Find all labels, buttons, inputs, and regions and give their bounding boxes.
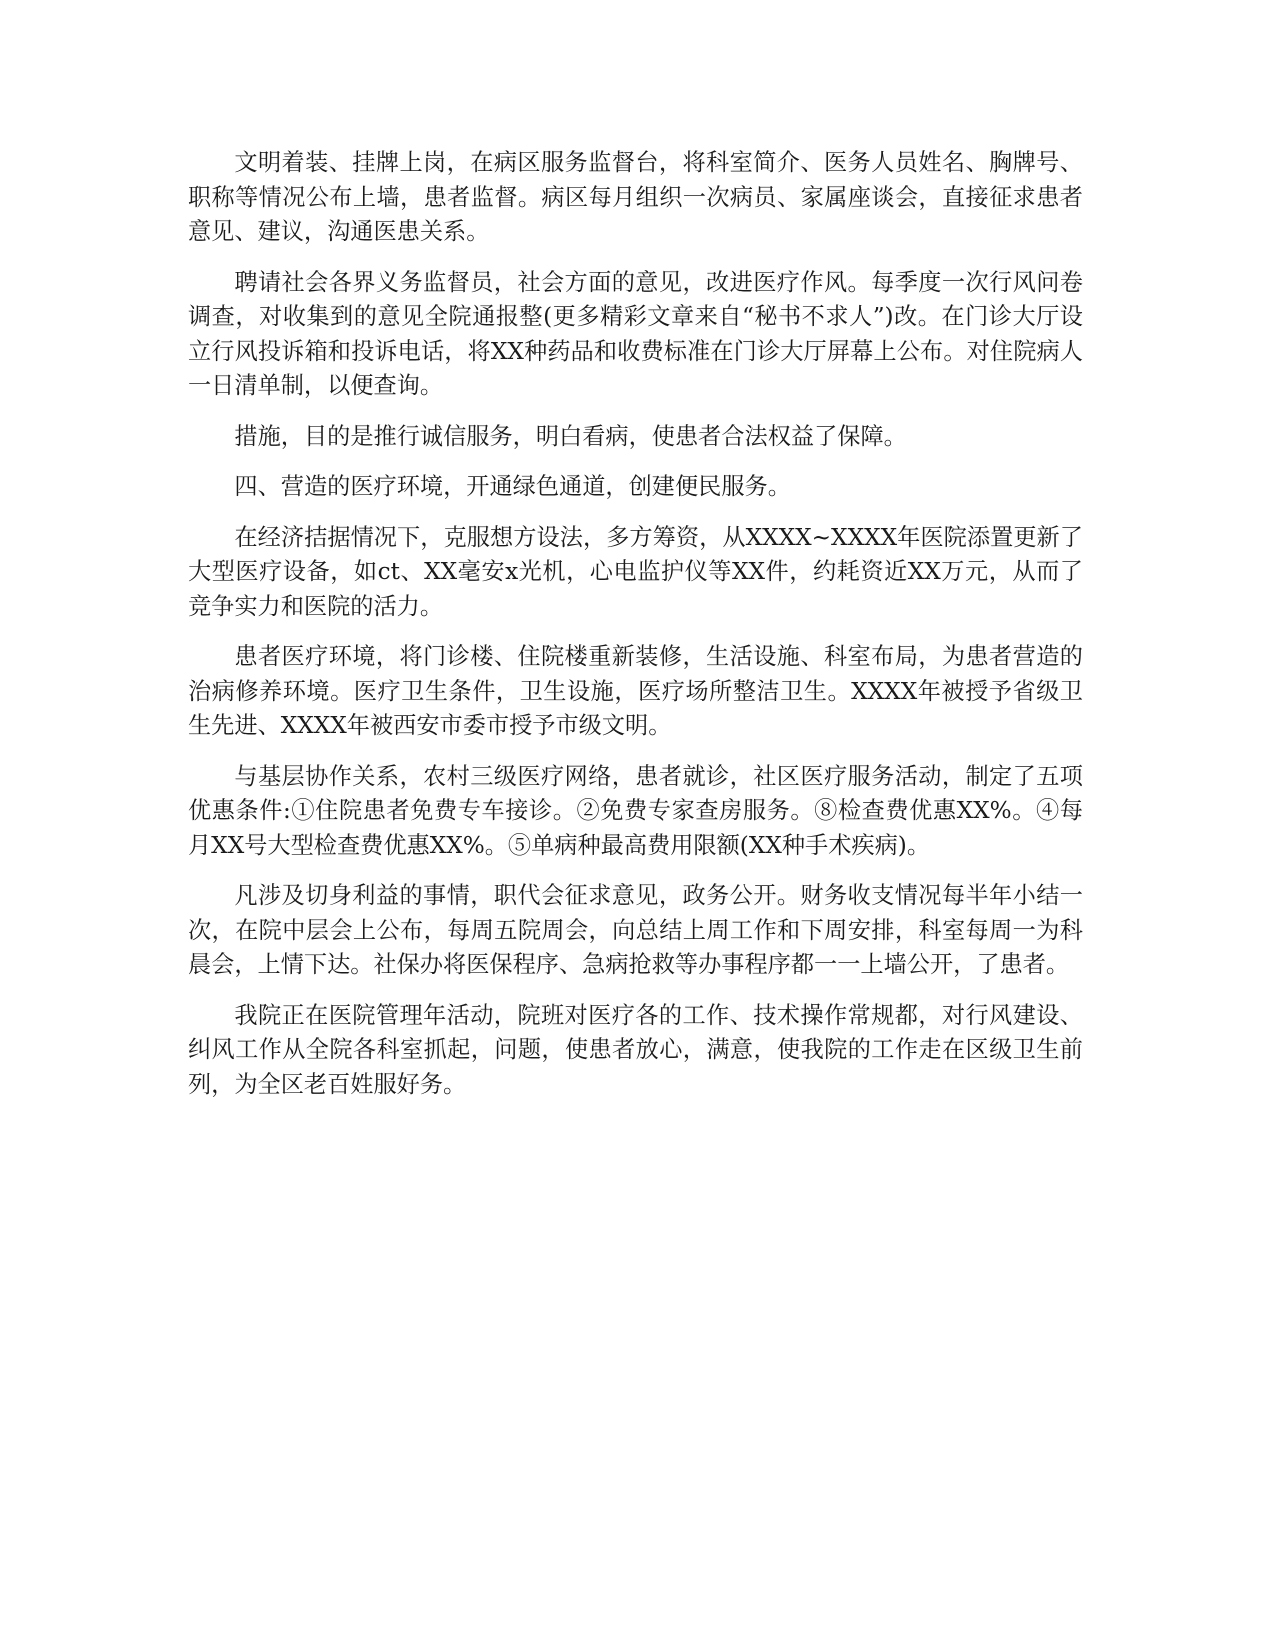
document-body	[188, 146, 1083, 1118]
paragraph-5: 在经济拮据情况下，克服想方设法，多方筹资，从XXXX~XXXX年医院添置更新了大型医疗设备，如ct、XX毫安x光机，心电监护仪等XX件，约耗资近XX万元，从而了竞争实力和医院的活力。	[188, 523, 1083, 620]
paragraph-6: 患者医疗环境，将门诊楼、住院楼重新装修，生活设施、科室布局，为患者营造的治病修养环境。医疗卫生条件，卫生设施，医疗场所整洁卫生。XXXX年被授予省级卫生先进、XXXX年被西安市委市授予市级文明。	[188, 643, 1083, 739]
paragraph-2: 聘请社会各界义务监督员，社会方面的意见，改进医疗作风。每季度一次行风问卷调查，对收集到的意见全院通报整(更多精彩文章来自“秘书不求人”)改。在门诊大厅设立行风投诉箱和投诉电话，将XX种药品和收费标准在门诊大厅屏幕上公布。对住院病人一日清单制，以便查询。	[188, 268, 1083, 399]
paragraph-8: 凡涉及切身利益的事情，职代会征求意见，政务公开。财务收支情况每半年小结一次，在院中层会上公布，每周五院周会，向总结上周工作和下周安排，科室每周一为科晨会，上情下达。社保办将医保程序、急病抢救等办事程序都一一上墙公开，了患者。	[188, 882, 1083, 978]
paragraph-7: 与基层协作关系，农村三级医疗网络，患者就诊，社区医疗服务活动，制定了五项优惠条件:①住院患者免费专车接诊。②免费专家查房服务。⑧检查费优惠XX%。④每月XX号大型检查费优惠XX%。⑤单病种最高费用限额(XX种手术疾病)。	[188, 762, 1083, 859]
paragraph-9: 我院正在医院管理年活动，院班对医疗各的工作、技术操作常规都，对行风建设、纠风工作从全院各科室抓起，问题，使患者放心，满意，使我院的工作走在区级卫生前列，为全区老百姓服好务。	[188, 1001, 1083, 1098]
paragraph-3: 措施，目的是推行诚信服务，明白看病，使患者合法权益了保障。	[234, 422, 907, 450]
paragraph-1: 文明着装、挂牌上岗，在病区服务监督台，将科室简介、医务人员姓名、胸牌号、职称等情况公布上墙，患者监督。病区每月组织一次病员、家属座谈会，直接征求患者意见、建议，沟通医患关系。	[188, 149, 1083, 245]
paragraph-4-heading: 四、营造的医疗环境，开通绿色通道，创建便民服务。	[234, 473, 791, 500]
